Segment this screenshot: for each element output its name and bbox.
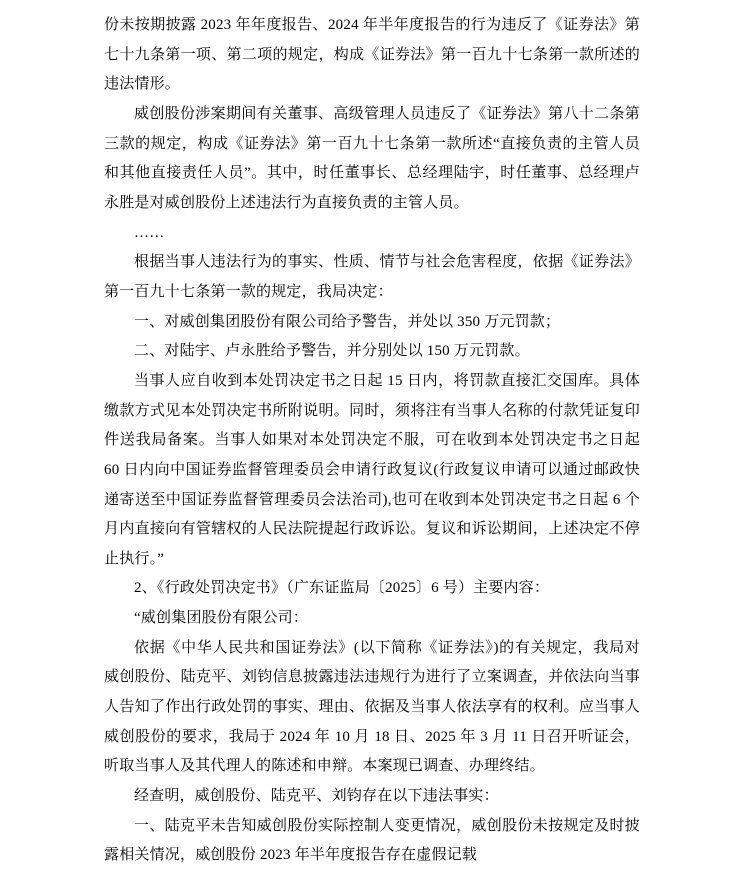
document-line: 递寄送至中国证券监督管理委员会法治司),也可在收到本处罚决定书之日起 6 个 xyxy=(104,491,640,508)
document-line: 2、《行政处罚决定书》（广东证监局〔2025〕6 号）主要内容： xyxy=(134,580,550,597)
document-body xyxy=(104,11,640,871)
document-line: 依据《中华人民共和国证券法》(以下简称《证券法》)的有关规定，我局对 xyxy=(134,639,640,656)
document-line: 和其他直接责任人员”。其中，时任董事长、总经理陆宇，时任董事、总经理卢 xyxy=(104,165,640,182)
document-line: 威创股份涉案期间有关董事、高级管理人员违反了《证券法》第八十二条第 xyxy=(134,105,640,122)
document-line: 件送我局备案。当事人如果对本处罚决定不服，可在收到本处罚决定书之日起 xyxy=(104,432,640,449)
document-line: 七十九条第一项、第二项的规定，构成《证券法》第一百九十七条第一款所述的 xyxy=(104,46,640,63)
document-line: 缴款方式见本处罚决定书所附说明。同时，须将注有当事人名称的付款凭证复印 xyxy=(104,402,640,419)
document-line: …… xyxy=(134,224,165,241)
document-line: 根据当事人违法行为的事实、性质、情节与社会危害程度，依据《证券法》 xyxy=(134,254,640,271)
document-line: 60 日内向中国证券监督管理委员会申请行政复议(行政复议申请可以通过邮政快 xyxy=(104,461,640,478)
document-line: 当事人应自收到本处罚决定书之日起 15 日内，将罚款直接汇交国库。具体 xyxy=(134,372,640,389)
document-line: 威创股份的要求，我局于 2024 年 10 月 18 日、2025 年 3 月 11 日召开听证会， xyxy=(104,728,640,745)
document-line: 二、对陆宇、卢永胜给予警告，并分别处以 150 万元罚款。 xyxy=(134,343,530,360)
document-line: 经查明，威创股份、陆克平、刘钧存在以下违法事实： xyxy=(134,788,499,805)
document-line: 露相关情况，威创股份 2023 年半年度报告存在虚假记载 xyxy=(104,847,478,864)
document-line: 份未按期披露 2023 年年度报告、2024 年半年度报告的行为违反了《证券法》第 xyxy=(104,17,640,33)
document-line: 第一百九十七条第一款的规定，我局决定： xyxy=(104,283,393,300)
document-line: “威创集团股份有限公司： xyxy=(134,610,309,627)
document-line: 一、对威创集团股份有限公司给予警告，并处以 350 万元罚款； xyxy=(134,313,561,330)
document-line: 三款的规定，构成《证券法》第一百九十七条第一款所述“直接负责的主管人员 xyxy=(104,135,640,152)
document-line: 听取当事人及其代理人的陈述和申辩。本案现已调查、办理终结。 xyxy=(104,758,545,775)
document-line: 一、陆克平未告知威创股份实际控制人变更情况，威创股份未按规定及时披 xyxy=(134,817,640,834)
document-line: 违法情形。 xyxy=(104,76,181,93)
document-line: 威创股份、陆克平、刘钧信息披露违法违规行为进行了立案调查，并依法向当事 xyxy=(104,669,640,686)
document-line: 止执行。” xyxy=(104,550,165,567)
document-line: 永胜是对威创股份上述违法行为直接负责的主管人员。 xyxy=(104,194,469,211)
document-line: 人告知了作出行政处罚的事实、理由、依据及当事人依法享有的权利。应当事人 xyxy=(104,699,640,716)
document-line: 月内直接向有管辖权的人民法院提起行政诉讼。复议和诉讼期间，上述决定不停 xyxy=(104,521,640,538)
